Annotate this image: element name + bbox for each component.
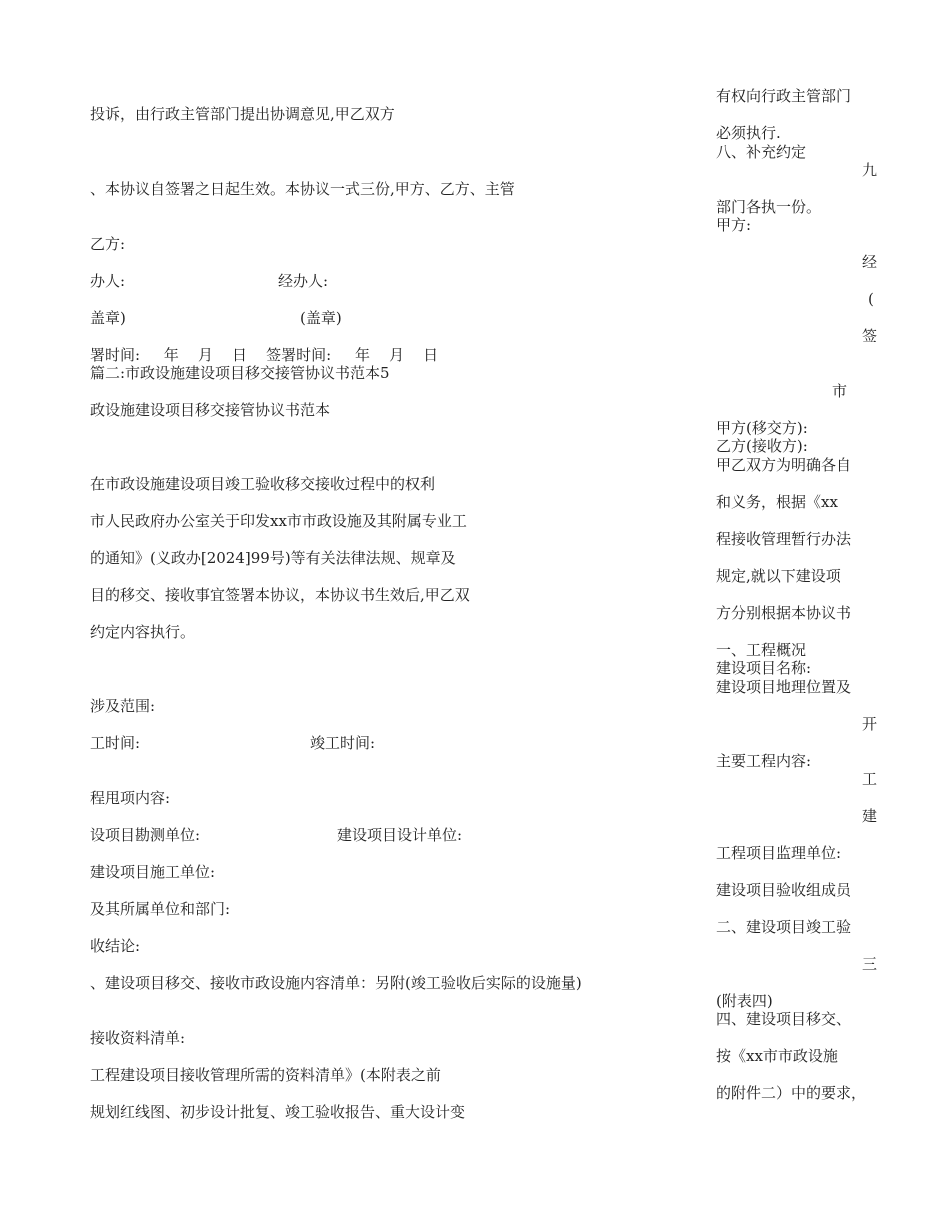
main-text-line: 程甩项内容: <box>90 789 171 807</box>
main-text-line: 乙方: <box>90 235 126 253</box>
main-text-line: 及其所属单位和部门: <box>90 900 231 918</box>
main-text-line: 设项目勘测单位: <box>90 826 201 844</box>
main-text-line: 、本协议自签署之日起生效。本协议一式三份,甲方、乙方、主管 <box>90 180 515 198</box>
right-text-line: 八、补充约定 <box>716 143 807 161</box>
right-text-line: (附表四) <box>716 992 773 1010</box>
right-text-line: 甲方: <box>716 216 752 234</box>
right-text-line: 三 <box>862 955 878 973</box>
main-text-line: 规划红线图、初步设计批复、竣工验收报告、重大设计变 <box>90 1103 466 1121</box>
main-text-line: 接收资料清单: <box>90 1029 186 1047</box>
right-text-line: 建设项目验收组成员 <box>716 881 852 899</box>
main-text-line: 在市政设施建设项目竣工验收移交接收过程中的权利 <box>90 475 436 493</box>
right-text-line: 部门各执一份。 <box>716 198 822 216</box>
main-text-line: 投诉，由行政主管部门提出协调意见,甲乙双方 <box>90 105 395 123</box>
main-text-line: 署时间: 年 月 日 签署时间: 年 月 日 <box>90 346 439 364</box>
right-text-line: 按《xx市市政设施 <box>716 1047 838 1065</box>
right-text-line: 四、建设项目移交、 <box>716 1010 852 1028</box>
right-text-line: 建设项目名称: <box>716 659 812 677</box>
right-text-line: 工 <box>862 770 878 788</box>
main-text-line: 盖章) <box>90 309 126 327</box>
right-text-line: 经 <box>862 253 878 271</box>
main-text-line: 经办人: <box>278 272 329 290</box>
right-text-line: 工程项目监理单位: <box>716 844 842 862</box>
main-text-line: (盖章) <box>300 309 342 327</box>
main-text-line: 工程建设项目接收管理所需的资料清单》(本附表之前 <box>90 1066 441 1084</box>
right-text-line: 建 <box>862 807 878 825</box>
main-text-line: 办人: <box>90 272 126 290</box>
right-text-line: 二、建设项目竣工验 <box>716 918 852 936</box>
right-text-line: 的附件二）中的要求， <box>716 1084 867 1102</box>
main-text-line: 目的移交、接收事宜签署本协议，本协议书生效后,甲乙双 <box>90 586 470 604</box>
main-text-line: 政设施建设项目移交接管协议书范本 <box>90 401 331 419</box>
right-text-line: 市 <box>832 382 848 400</box>
right-text-line: 九 <box>862 161 878 179</box>
right-text-line: 规定,就以下建设项 <box>716 567 841 585</box>
right-text-line: 签 <box>862 327 878 345</box>
right-text-line: 方分别根据本协议书 <box>716 604 852 622</box>
main-text-line: 收结论: <box>90 937 141 955</box>
right-text-line: 程接收管理暂行办法 <box>716 530 852 548</box>
main-text-line: 建设项目设计单位: <box>337 826 463 844</box>
right-text-line: 甲乙双方为明确各自 <box>716 456 852 474</box>
right-text-line: 有权向行政主管部门 <box>716 87 852 105</box>
right-text-line: 开 <box>862 715 878 733</box>
main-text-line: 、建设项目移交、接收市政设施内容清单：另附(竣工验收后实际的设施量) <box>90 974 582 992</box>
main-text-line: 涉及范围: <box>90 697 156 715</box>
right-text-line: 必须执行. <box>716 124 781 142</box>
main-text-line: 竣工时间: <box>310 734 376 752</box>
right-text-line: 一、工程概况 <box>716 641 807 659</box>
main-text-line: 工时间: <box>90 734 141 752</box>
main-text-line: 的通知》(义政办[2024]99号)等有关法律法规、规章及 <box>90 549 456 567</box>
right-text-line: 主要工程内容: <box>716 752 812 770</box>
right-text-line: 甲方(移交方): <box>716 419 808 437</box>
main-text-line: 市人民政府办公室关于印发xx市市政设施及其附属专业工 <box>90 512 467 530</box>
right-text-line: 和义务，根据《xx <box>716 493 838 511</box>
main-text-line: 建设项目施工单位: <box>90 863 216 881</box>
right-text-line: 建设项目地理位置及 <box>716 678 852 696</box>
main-text-line: 约定内容执行。 <box>90 623 196 641</box>
right-text-line: 乙方(接收方): <box>716 437 808 455</box>
main-text-line: 篇二:市政设施建设项目移交接管协议书范本5 <box>90 364 390 382</box>
right-text-line: ( <box>868 290 874 308</box>
